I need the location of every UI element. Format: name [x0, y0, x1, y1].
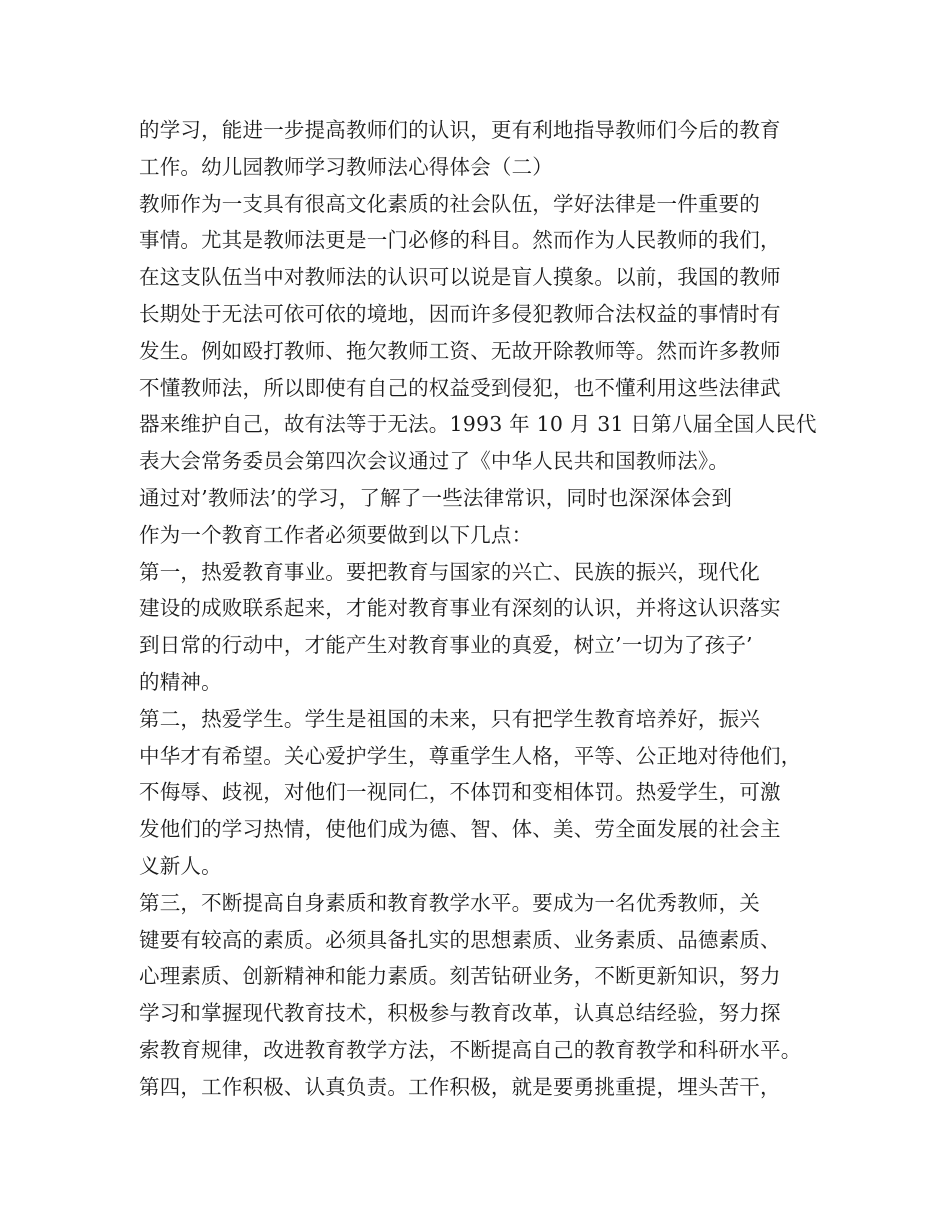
text-line: 长期处于无法可依可依的境地，因而许多侵犯教师合法权益的事情时有	[139, 301, 781, 326]
text-line: 中华才有希望。关心爱护学生，尊重学生人格，平等、公正地对待他们，	[139, 743, 802, 768]
text-line: 第一，热爱教育事业。要把教育与国家的兴亡、民族的振兴，现代化	[139, 559, 760, 584]
text-line: 工作。幼儿园教师学习教师法心得体会（二）	[139, 154, 553, 179]
text-line: 的学习，能进一步提高教师们的认识，更有利地指导教师们今后的教育	[139, 118, 781, 142]
text-line: 键要有较高的素质。必须具备扎实的思想素质、业务素质、品德素质、	[139, 927, 781, 952]
text-line: 心理素质、创新精神和能力素质。刻苦钻研业务，不断更新知识，努力	[139, 964, 781, 989]
body-text	[139, 112, 829, 1106]
text-line: 教师作为一支具有很高文化素质的社会队伍，学好法律是一件重要的	[139, 191, 760, 216]
text-line: 义新人。	[139, 853, 222, 878]
text-line: 不懂教师法，所以即使有自己的权益受到侵犯，也不懂利用这些法律武	[139, 375, 781, 400]
text-line: 表大会常务委员会第四次会议通过了《中华人民共和国教师法》。	[139, 449, 730, 474]
text-line: 在这支队伍当中对教师法的认识可以说是盲人摸象。以前，我国的教师	[139, 265, 781, 290]
text-line: 第二，热爱学生。学生是祖国的未来，只有把学生教育培养好，振兴	[139, 706, 760, 731]
text-line: 通过对’教师法’的学习，了解了一些法律常识，同时也深深体会到	[139, 485, 733, 510]
text-line: 第四，工作积极、认真负责。工作积极，就是要勇挑重提，埋头苦干，	[139, 1074, 781, 1099]
text-line: 学习和掌握现代教育技术，积极参与教育改革，认真总结经验，努力探	[139, 1001, 781, 1026]
text-line: 建设的成败联系起来，才能对教育事业有深刻的认识，并将这认识落实	[139, 596, 781, 621]
text-line: 索教育规律，改进教育教学方法，不断提高自己的教育教学和科研水平。	[139, 1037, 802, 1062]
text-line: 到日常的行动中，才能产生对教育事业的真爱，树立’一切为了孩子’	[139, 633, 753, 658]
text-line: 器来维护自己，故有法等于无法。1993 年 10 月 31 日第八届全国人民代	[139, 412, 817, 437]
text-line: 作为一个教育工作者必须要做到以下几点：	[139, 522, 533, 547]
text-line: 事情。尤其是教师法更是一门必修的科目。然而作为人民教师的我们，	[139, 228, 781, 253]
text-line: 发生。例如殴打教师、拖欠教师工资、无故开除教师等。然而许多教师	[139, 338, 781, 363]
text-line: 不侮辱、歧视，对他们一视同仁，不体罚和变相体罚。热爱学生，可激	[139, 780, 781, 805]
text-line: 发他们的学习热情，使他们成为德、智、体、美、劳全面发展的社会主	[139, 817, 781, 842]
text-line: 第三，不断提高自身素质和教育教学水平。要成为一名优秀教师，关	[139, 890, 760, 915]
text-line: 的精神。	[139, 669, 222, 694]
